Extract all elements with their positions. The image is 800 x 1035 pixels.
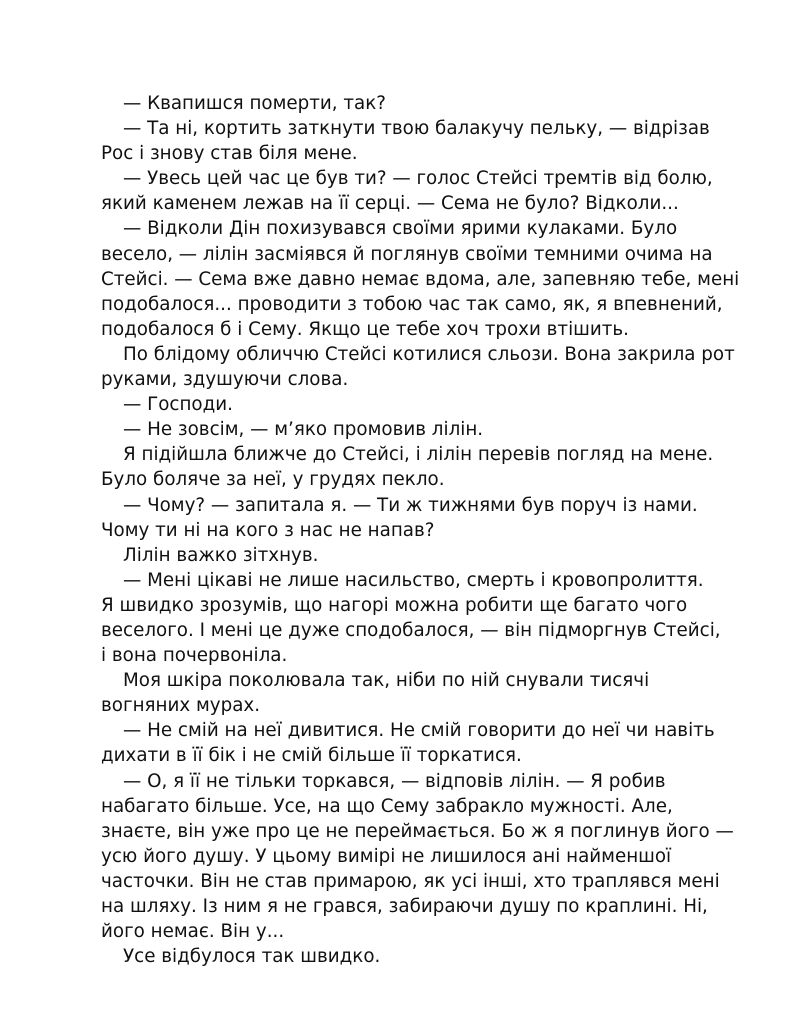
text-line: руками, здушуючи слова. [101, 369, 349, 391]
text-line: Лілін важко зітхнув. [123, 544, 319, 566]
text-line: Усе відбулося так швидко. [123, 946, 381, 968]
text-line: усю його душу. У цьому вимірі не лишилося ані найменшої [101, 845, 672, 867]
text-line: — Не зовсім, — м’яко промовив лілін. [123, 419, 484, 441]
text-line: подобалося... проводити з тобою час так само, як, я впевнений, [101, 293, 723, 315]
text-line: набагато більше. Усе, на що Сему забракло мужності. Але, [101, 795, 673, 817]
text-line: — Відколи Дін похизувався своїми ярими кулаками. Було [123, 218, 678, 240]
text-line: Я підійшла ближче до Стейсі, і лілін перевів погляд на мене. [123, 444, 714, 466]
text-line: на шляху. Із ним я не грався, забираючи душу по краплині. Ні, [101, 896, 708, 917]
text-line: Я швидко зрозумів, що нагорі можна робити ще багато чого [101, 594, 688, 616]
body-text [101, 91, 740, 969]
text-line: — Чому? — запитала я. — Ти ж тижнями був поруч із нами. [123, 494, 698, 516]
text-line: дихати в її бік і не смій більше її торкатися. [101, 745, 522, 767]
text-line: знаєте, він уже про це не переймається. Бо ж я поглинув його — [101, 820, 734, 842]
text-line: Стейсі. — Сема вже давно немає вдома, але, запевняю тебе, мені [101, 268, 740, 290]
text-line: — Квапишся померти, так? [123, 93, 386, 114]
text-line: весело, — лілін засміявся й поглянув своїми темними очима на [101, 243, 713, 265]
text-line: По блідому обличчю Стейсі котилися сльози. Вона закрила рот [123, 343, 735, 365]
text-line: часточки. Він не став примарою, як усі інші, хто траплявся мені [101, 870, 720, 892]
text-line: — О, я її не тільки торкався, — відповів лілін. — Я робив [123, 770, 666, 792]
text-line: і вона почервоніла. [101, 645, 288, 667]
text-line: — Мені цікаві не лише насильство, смерть і кровопролиття. [123, 569, 704, 591]
text-line: — Господи. [123, 394, 233, 416]
text-line: Моя шкіра поколювала так, ніби по ній снували тисячі [123, 670, 650, 692]
text-line: — Не смій на неї дивитися. Не смій говорити до неї чи навіть [123, 720, 715, 742]
text-line: веселого. І мені це дуже сподобалося, — він підморгнув Стейсі, [101, 619, 721, 641]
text-line: Чому ти ні на кого з нас не напав? [101, 519, 435, 541]
text-line: вогняних мурах. [101, 695, 261, 717]
text-line: подобалося б і Сему. Якщо це тебе хоч трохи втішить. [101, 318, 629, 340]
text-line: — Увесь цей час це був ти? — голос Стейсі тремтів від болю, [123, 168, 713, 190]
text-line: його немає. Він у... [101, 921, 285, 943]
text-line: Рос і знову став біля мене. [101, 143, 358, 165]
text-line: — Та ні, кортить заткнути твою балакучу пельку, — відрізав [123, 118, 710, 140]
text-line: Було боляче за неї, у грудях пекло. [101, 469, 445, 491]
text-line: який каменем лежав на її серці. — Сема не було? Відколи... [101, 193, 679, 215]
